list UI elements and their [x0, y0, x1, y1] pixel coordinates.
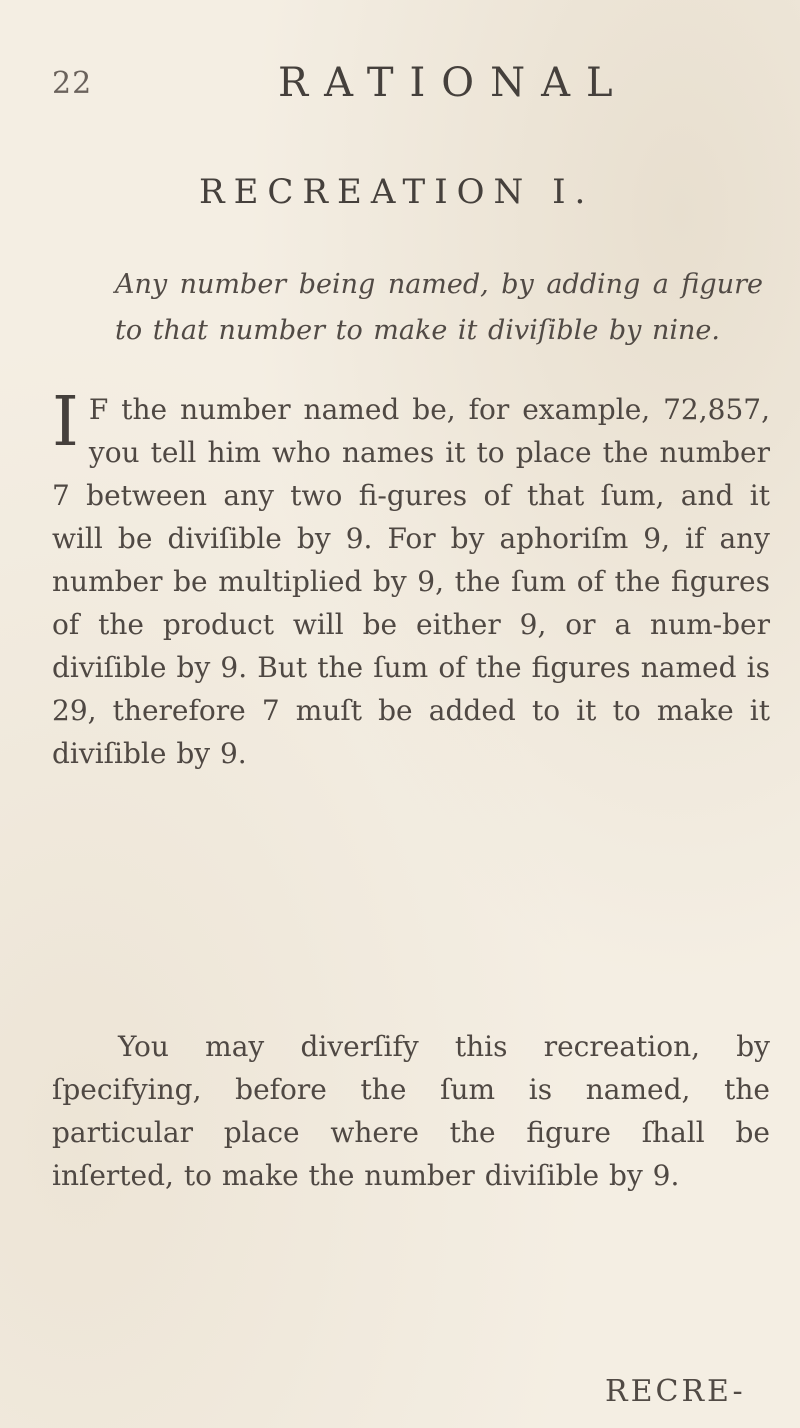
paragraph-2: You may diverſify this recreation, by ſpecifying, before the ſum is named, the particular place where the figure ſhall be inſerted, to make the number diviſible by 9. [52, 1030, 770, 1192]
section-title: RECREATION I. [199, 172, 595, 212]
section-subtitle: Any number being named, by adding a figure to that number to make it diviſible by nine. [115, 269, 763, 346]
catchword: RECRE- [605, 1374, 746, 1409]
running-head [0, 60, 800, 110]
running-title: RATIONAL [278, 60, 629, 106]
drop-cap: I [52, 383, 79, 462]
page-number: 22 [52, 66, 93, 101]
paragraph-1 [52, 383, 770, 775]
paragraph-1-text: F the number named be, for example, 72,857, you tell him who names it to place the number 7 between any two fi-gures of that ſum, and it will be diviſible by 9. For by aphoriſm 9, if any number be multiplied by 9, the ſum of the figures of the product will be either 9, or a num-ber diviſible by 9. But the ſum of the figures named is 29, therefore 7 muſt be added to it to make it diviſible by 9. [52, 393, 770, 770]
